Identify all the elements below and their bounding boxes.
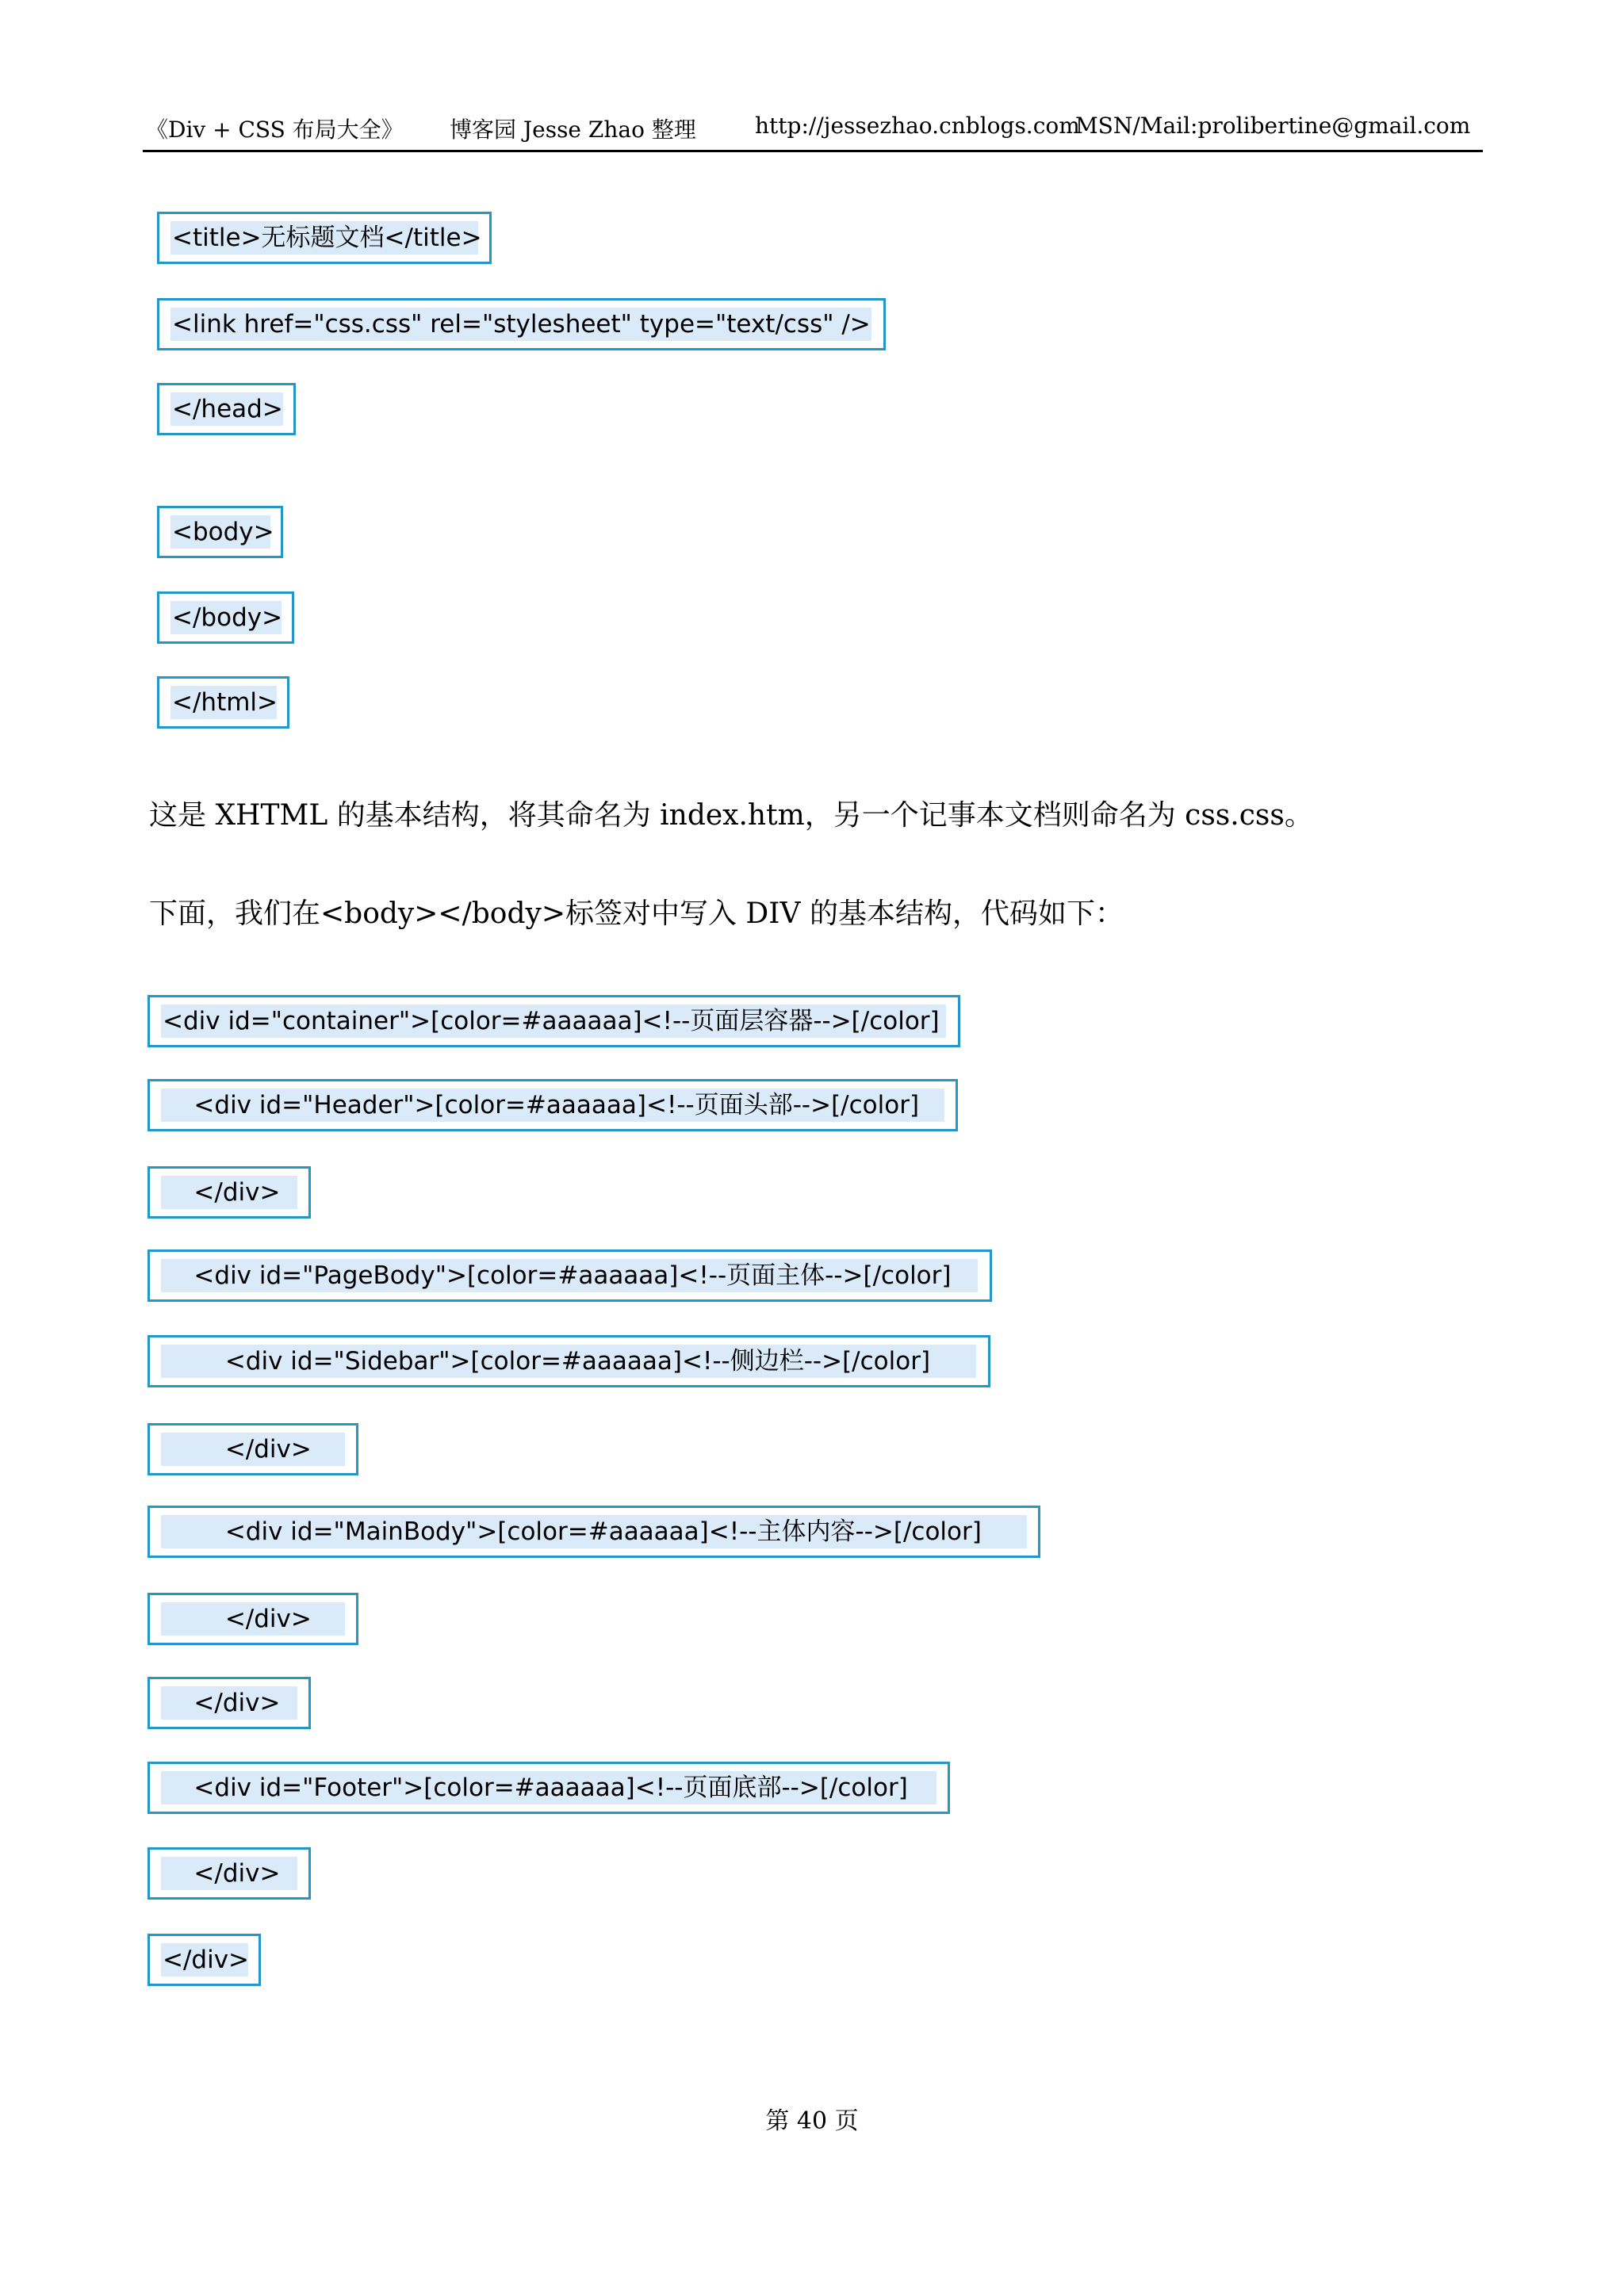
code-line-html-close [157,676,289,729]
code-line-mainbody-close [147,1593,358,1645]
code-line-container [147,995,960,1047]
code-line-link [157,298,886,350]
code-text: <div id="Footer">[color=#aaaaaa]<!--页面底部-->[/color] [163,1774,908,1802]
code-text: </div> [163,1859,281,1888]
code-line-body-open [157,506,283,558]
code-text: <div id="Header">[color=#aaaaaa]<!--页面头部-->[/color] [163,1091,920,1119]
code-text: </div> [163,1178,281,1207]
code-line-title [157,212,492,264]
code-text: </div> [163,1435,312,1464]
code-line-footer-close [147,1847,311,1900]
book-title: 《Div + CSS 布局大全》 [146,117,404,143]
code-text: <title>无标题文档</title> [172,224,482,252]
code-line-footer [147,1762,950,1814]
header-divider [143,150,1483,152]
code-line-header [147,1079,958,1131]
page-number: 第 40 页 [765,2107,859,2135]
code-line-pagebody [147,1249,992,1302]
code-text: </div> [163,1946,250,1974]
code-text: </html> [172,688,278,717]
author: 博客园 Jesse Zhao 整理 [450,117,696,143]
code-line-body-close [157,591,294,644]
code-text: <div id="MainBody">[color=#aaaaaa]<!--主体内容-->[/color] [163,1517,982,1546]
code-line-sidebar [147,1335,990,1387]
code-line-head-close [157,383,296,435]
code-text: <div id="container">[color=#aaaaaa]<!--页面层容器-->[/color] [163,1007,940,1035]
paragraph-xhtml-structure: 这是 XHTML 的基本结构，将其命名为 index.htm，另一个记事本文档则命名为 css.css。 [149,799,1313,832]
code-line-pagebody-close [147,1677,311,1729]
code-text: <div id="PageBody">[color=#aaaaaa]<!--页面主体-->[/color] [163,1261,952,1290]
code-text: <body> [172,518,274,546]
blog-url: http://jessezhao.cnblogs.com [755,113,1080,139]
code-line-mainbody [147,1506,1040,1558]
code-text: </div> [163,1689,281,1717]
code-line-header-close [147,1166,311,1219]
code-text: <div id="Sidebar">[color=#aaaaaa]<!--侧边栏-->[/color] [163,1347,931,1376]
code-line-sidebar-close [147,1423,358,1475]
code-text: </div> [163,1605,312,1633]
code-text: </body> [172,603,283,632]
code-line-container-close [147,1934,261,1986]
code-text: <link href="css.css" rel="stylesheet" type="text/css" /> [172,310,871,339]
contact-info: MSN/Mail:prolibertine@gmail.com [1075,113,1471,139]
paragraph-div-structure: 下面，我们在<body></body>标签对中写入 DIV 的基本结构，代码如下： [149,897,1124,930]
code-text: </head> [172,395,283,423]
